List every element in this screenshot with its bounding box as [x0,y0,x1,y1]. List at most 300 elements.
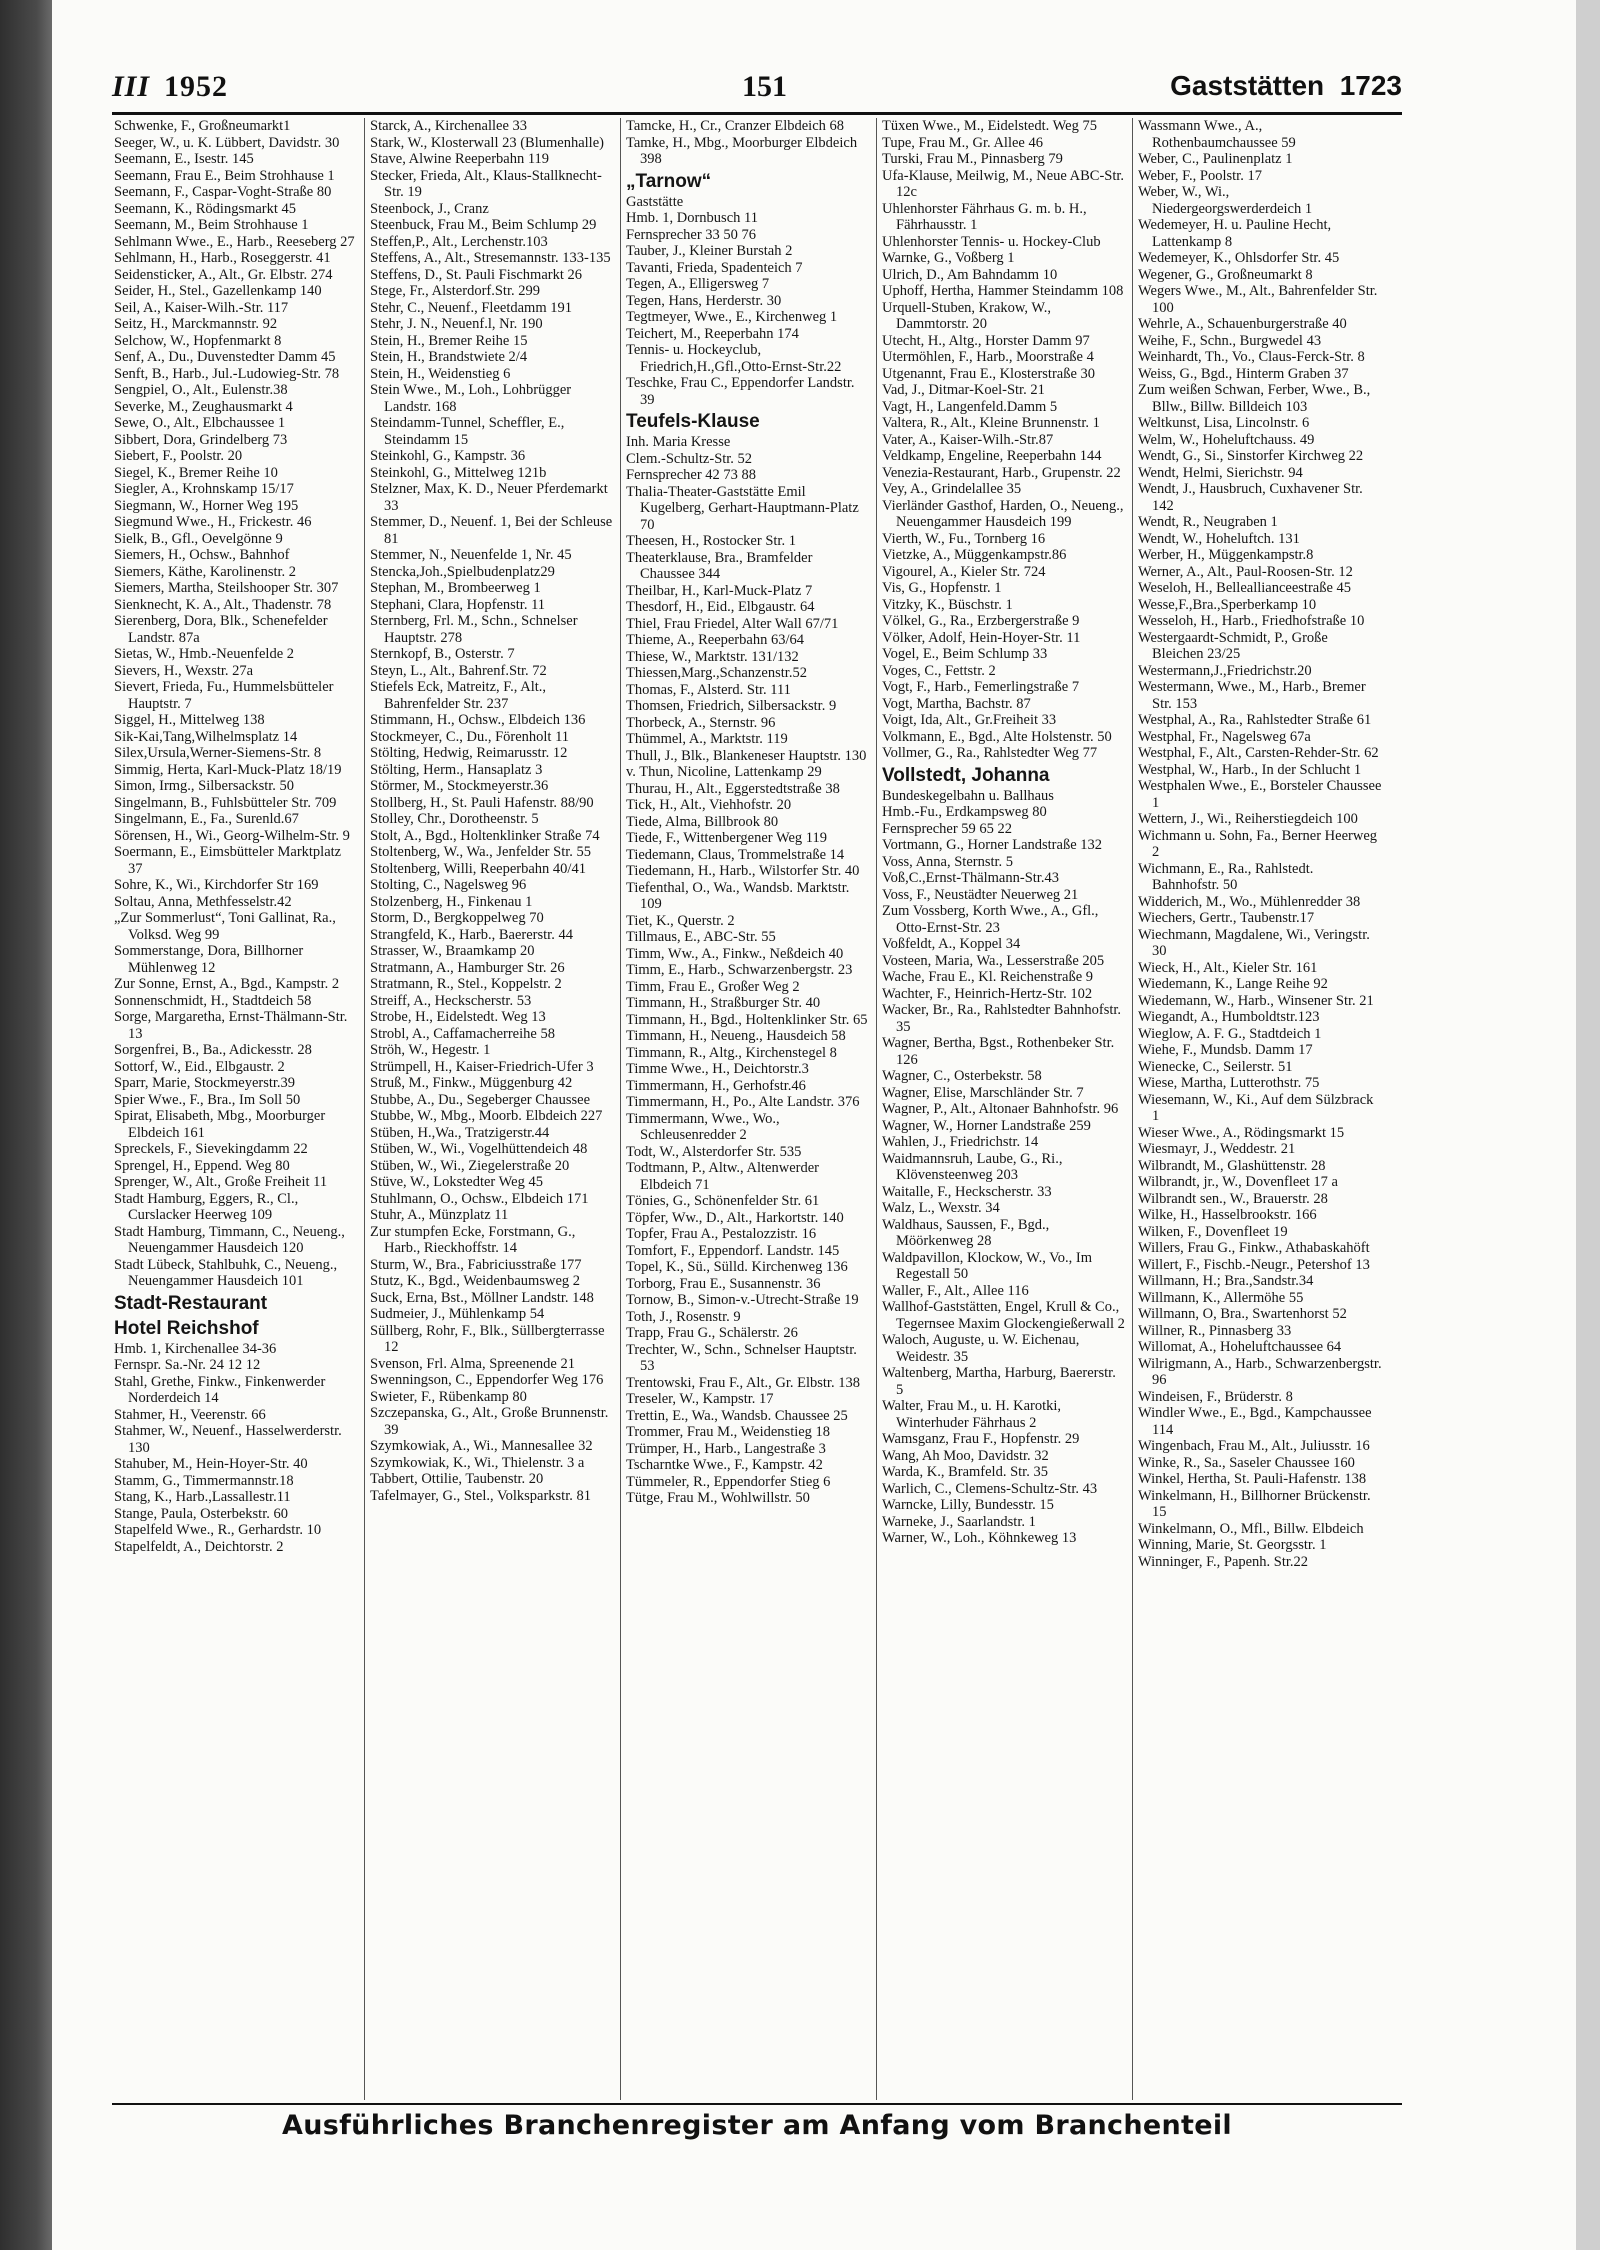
column-divider [876,118,877,2100]
listing-entry: Tönies, G., Schönenfelder Str. 61 [626,1193,820,1209]
listing-entry: Willomat, A., Hoheluftchaussee 64 [1138,1339,1342,1355]
listing-entry: Sorge, Margaretha, Ernst-Thälmann-Str. 13 [114,1009,348,1042]
listing-entry: Seil, A., Kaiser-Wilh.-Str. 117 [114,299,289,316]
listing-entry: Voigt, Ida, Alt., Gr.Freiheit 33 [882,712,1057,728]
listing-entry: Spirat, Elisabeth, Mbg., Moorburger Elbdeich 161 [114,1108,326,1141]
listing-entry: Stubbe, A., Du., Segeberger Chaussee [370,1091,591,1108]
listing-entry: Wallhof-Gaststätten, Engel, Krull & Co., Tegernsee Maxim Glockengießerwall 2 [882,1299,1125,1332]
listing-entry: Zum weißen Schwan, Ferber, Wwe., B., Bllw., Billw. Billdeich 103 [1138,382,1371,415]
listing-entry: Hmb.-Fu., Erdkampsweg 80 [882,804,1047,820]
header-section [1170,70,1402,102]
listing-entry: Wilbrandt, M., Glashüttenstr. 28 [1138,1157,1326,1174]
listing-entry: Spier Wwe., F., Bra., Im Soll 50 [114,1091,301,1108]
page-number: 151 [742,70,787,103]
listing-entry: Vogel, E., Beim Schlump 33 [882,646,1048,662]
listing-entry: Störmer, M., Stockmeyerstr.36 [370,778,549,794]
listing-entry: Veldkamp, Engeline, Reeperbahn 144 [882,448,1102,464]
listing-entry: Theilbar, H., Karl-Muck-Platz 7 [626,582,813,599]
listing-entry: Uhlenhorster Fährhaus G. m. b. H., Fährhausstr. 1 [882,200,1087,233]
footer-rule [112,2103,1402,2105]
listing-entry: Sturm, W., Bra., Fabriciusstraße 177 [370,1256,582,1273]
listing-entry: Tscharntke Wwe., F., Kampstr. 42 [626,1457,823,1473]
listing-entry: Stecker, Frieda, Alt., Klaus-Stallknecht-Str. 19 [370,167,602,200]
listing-entry: Wieglow, A. F. G., Stadtdeich 1 [1138,1025,1322,1042]
listing-entry: Trettin, E., Wa., Wandsb. Chaussee 25 [626,1407,848,1424]
listing-entry: Stuhlmann, O., Ochsw., Elbdeich 171 [370,1190,589,1207]
listing-entry: Timmermann, H., Po., Alte Landstr. 376 [626,1094,860,1110]
listing-entry: Strasser, W., Braamkamp 20 [370,943,535,959]
listing-column-4 [882,118,1126,2098]
listing-entry: Wegers Wwe., M., Alt., Bahrenfelder Str. 100 [1138,283,1378,316]
listing-entry: Wassmann Wwe., A., Rothenbaumchaussee 59 [1138,118,1296,151]
listing-entry: Westphal, Fr., Nagelsweg 67a [1138,728,1311,745]
listing-entry: Wendt, G., Si., Sinstorfer Kirchweg 22 [1138,448,1364,464]
listing-entry: Wiesemann, W., Ki., Auf dem Sülzbrack 1 [1138,1091,1374,1124]
listing-entry: Fernsprecher 33 50 76 [626,226,757,243]
listing-entry: Thiessen,Marg.,Schanzenstr.52 [626,665,807,681]
listing-entry: Stein, H., Weidenstieg 6 [370,365,511,382]
listing-entry: Severke, M., Zeughausmarkt 4 [114,398,293,415]
listing-entry: Zur stumpfen Ecke, Forstmann, G., Harb., Rieckhoffstr. 14 [370,1223,576,1256]
listing-entry: Stange, Paula, Osterbekstr. 60 [114,1505,288,1522]
listing-entry: Uhlenhorster Tennis- u. Hockey-Club [882,233,1101,250]
listing-entry: Willmann, H.; Bra.,Sandstr.34 [1138,1273,1314,1289]
listing-entry: Svenson, Frl. Alma, Spreenende 21 [370,1355,575,1372]
listing-entry: Selchow, W., Hopfenmarkt 8 [114,332,282,349]
listing-entry: Spreckels, F., Sievekingdamm 22 [114,1141,308,1157]
listing-entry: Venezia-Restaurant, Harb., Grupenstr. 22 [882,464,1121,481]
listing-entry: Sonnenschmidt, H., Stadtdeich 58 [114,992,312,1009]
section-title: Gaststätten [1170,70,1325,101]
listing-entry: Westphalen Wwe., E., Borsteler Chaussee 1 [1138,778,1382,811]
listing-entry: Zur Sonne, Ernst, A., Bgd., Kampstr. 2 [114,976,340,992]
listing-entry: Todt, W., Alsterdorfer Str. 535 [626,1143,802,1160]
listing-entry: Stahl, Grethe, Finkw., Finkenwerder Norderdeich 14 [114,1373,326,1406]
listing-entry: Warlich, C., Clemens-Schultz-Str. 43 [882,1480,1098,1497]
listing-entry: Strobl, A., Caffamacherreihe 58 [370,1025,555,1042]
listing-entry: Ströh, W., Hegestr. 1 [370,1042,491,1058]
listing-entry: Siegler, A., Krohnskamp 15/17 [114,481,294,497]
listing-entry: Stahuber, M., Hein-Hoyer-Str. 40 [114,1456,308,1472]
listing-entry: Trentowski, Frau F., Alt., Gr. Elbstr. 138 [626,1374,860,1391]
listing-entry: Stüben, W., Wi., Ziegelerstraße 20 [370,1157,570,1174]
scan-binding-shadow [0,0,52,2250]
listing-entry: Stoltenberg, W., Wa., Jenfelder Str. 55 [370,844,592,860]
listing-entry: Wache, Frau E., Kl. Reichenstraße 9 [882,969,1094,985]
listing-entry: Tiefenthal, O., Wa., Wandsb. Marktstr. 109 [626,879,850,912]
listing-entry: Walter, Frau M., u. H. Karotki, Winterhuder Fährhaus 2 [882,1398,1062,1431]
listing-entry: Starck, A., Kirchenallee 33 [370,118,528,134]
listing-entry: Sternkopf, B., Osterstr. 7 [370,646,515,662]
listing-entry: Willmann, O, Bra., Swartenhorst 52 [1138,1306,1347,1322]
listing-entry: Waldpavillon, Klockow, W., Vo., Im Regestall 50 [882,1249,1093,1282]
listing-entry: Weber, C., Paulinenplatz 1 [1138,151,1293,167]
listing-entry: Voss, F., Neustädter Neuerweg 21 [882,886,1079,903]
listing-entry: Stahmer, W., Neuenf., Hasselwerderstr. 130 [114,1423,342,1456]
listing-entry: Stencka,Joh.,Spielbudenplatz29 [370,563,555,580]
listing-entry: Strobe, H., Eidelstedt. Weg 13 [370,1009,546,1025]
listing-entry: Willert, F., Fischb.-Neugr., Petershof 13 [1138,1256,1370,1273]
listing-entry: Stüben, W., Wi., Vogelhüttendeich 48 [370,1141,588,1157]
listing-entry: Fernsprecher 59 65 22 [882,820,1013,837]
listing-entry: Steenbock, J., Cranz [370,200,489,217]
listing-entry: Stolt, A., Bgd., Holtenklinker Straße 74 [370,827,600,844]
listing-entry: Theesen, H., Rostocker Str. 1 [626,533,796,549]
listing-entry: Utermöhlen, F., Harb., Moorstraße 4 [882,349,1094,365]
listing-entry: Steenbuck, Frau M., Beim Schlump 29 [370,217,597,233]
listing-entry: Wiese, Martha, Lutterothstr. 75 [1138,1075,1320,1091]
listing-entry: Sparr, Marie, Stockmeyerstr.39 [114,1075,296,1091]
footer-note: Ausführliches Branchenregister am Anfang vom Branchenteil [282,2110,1232,2141]
listing-entry: Wichmann u. Sohn, Fa., Berner Heerweg 2 [1138,827,1378,860]
listing-entry: Thorbeck, A., Sternstr. 96 [626,714,776,731]
listing-entry: Sibbert, Dora, Grindelberg 73 [114,431,288,448]
listing-entry: Stege, Fr., Alsterdorf.Str. 299 [370,283,540,299]
listing-entry: Seeger, W., u. K. Lübbert, Davidstr. 30 [114,134,340,151]
listing-entry: Wienecke, C., Seilerstr. 51 [1138,1058,1293,1075]
listing-entry: Stoltenberg, Willi, Reeperbahn 40/41 [370,860,586,877]
listing-entry: Waller, F., Alt., Allee 116 [882,1282,1029,1299]
listing-entry: Thomas, F., Alsterd. Str. 111 [626,681,791,698]
listing-entry: Wilke, H., Hasselbrookstr. 166 [1138,1207,1317,1223]
listing-entry: Sternberg, Frl. M., Schn., Schnelser Hauptstr. 278 [370,613,578,646]
listing-entry: Wamsganz, Frau F., Hopfenstr. 29 [882,1431,1080,1447]
listing-entry: Sehlmann Wwe., E., Harb., Reeseberg 27 [114,233,355,250]
listing-entry: Stollberg, H., St. Pauli Hafenstr. 88/90 [370,794,594,811]
listing-entry: Wendt, W., Hoheluftch. 131 [1138,530,1300,547]
listing-entry: Teschke, Frau C., Eppendorfer Landstr. 39 [626,375,855,408]
listing-entry: Voß,C.,Ernst-Thälmann-Str.43 [882,870,1059,886]
listing-entry: Wagner, W., Horner Landstraße 259 [882,1117,1091,1134]
listing-entry: Theaterklause, Bra., Bramfelder Chaussee 344 [626,549,813,582]
listing-entry: Torborg, Frau E., Susannenstr. 36 [626,1275,821,1292]
listing-entry: Weber, F., Poolstr. 17 [1138,167,1262,184]
listing-entry: Weber, W., Wi., Niedergeorgswerderdeich 1 [1138,184,1313,217]
listing-entry: Wiesmayr, J., Weddestr. 21 [1138,1141,1296,1157]
header-edition [112,70,228,104]
listing-entry: Timmermann, H., Gerhofstr.46 [626,1077,806,1094]
listing-entry: Hmb. 1, Dornbusch 11 [626,210,758,226]
listing-entry: Wieck, H., Alt., Kieler Str. 161 [1138,959,1318,976]
listing-entry: Wettern, J., Wi., Reiherstiegdeich 100 [1138,811,1358,827]
listing-entry: Sievers, H., Wexstr. 27a [114,662,254,679]
listing-entry: Vogt, F., Harb., Femerlingstraße 7 [882,679,1080,695]
listing-entry: Wagner, Bertha, Bgst., Rothenbeker Str. 126 [882,1035,1115,1068]
listing-entry: Trechter, W., Schn., Schnelser Hauptstr. 53 [626,1341,857,1374]
listing-entry: Willmann, K., Allermöhe 55 [1138,1289,1304,1306]
listing-entry: Thalia-Theater-Gaststätte Emil Kugelberg, Gerhart-Hauptmann-Platz 70 [626,483,859,533]
listing-entry: Wagner, P., Alt., Altonaer Bahnhofstr. 96 [882,1101,1119,1117]
listing-entry: Tegtmeyer, Wwe., E., Kirchenweg 1 [626,309,838,325]
listing-entry: Warda, K., Bramfeld. Str. 35 [882,1464,1048,1480]
listing-entry: Swieter, F., Rübenkamp 80 [370,1388,527,1405]
listing-entry: Vey, A., Grindelallee 35 [882,481,1022,497]
listing-entry: Tennis- u. Hockeyclub, Friedrich,H.,Gfl.,Otto-Ernst-Str.22 [626,342,842,375]
listing-entry: Valtera, R., Alt., Kleine Brunnenstr. 1 [882,415,1100,431]
listing-entry: Sommerstange, Dora, Billhorner Mühlenweg 12 [114,943,304,976]
listing-entry: Wagner, C., Osterbekstr. 58 [882,1068,1042,1084]
listing-entry: Stutz, K., Bgd., Weidenbaumsweg 2 [370,1273,581,1289]
page-header [112,66,1402,106]
listing-entry: Stuhr, A., Münzplatz 11 [370,1207,509,1223]
listing-entry: Szymkowiak, A., Wi., Mannesallee 32 [370,1438,593,1454]
listing-entry: Vietzke, A., Müggenkampstr.86 [882,547,1067,563]
listing-entry: Sewe, O., Alt., Elbchaussee 1 [114,415,286,431]
listing-entry: Clem.-Schultz-Str. 52 [626,450,753,467]
listing-entry: Wegener, G., Großneumarkt 8 [1138,266,1313,283]
listing-entry: Vitzky, K., Büschstr. 1 [882,596,1013,613]
listing-entry: Stapelfeldt, A., Deichtorstr. 2 [114,1538,284,1555]
listing-entry: Stein, H., Bremer Reihe 15 [370,332,528,349]
listing-entry: Steinkohl, G., Mittelweg 121b [370,464,547,481]
listing-entry: Wiechmann, Magdalene, Wi., Veringstr. 30 [1138,926,1370,959]
listing-column-5 [1138,118,1382,2098]
listing-entry: Seemann, Frau E., Beim Strohhause 1 [114,167,335,184]
listing-entry: Wendt, R., Neugraben 1 [1138,514,1278,530]
listing-entry: Stein, H., Brandstwiete 2/4 [370,349,528,365]
listing-entry: Westphal, F., Alt., Carsten-Rehder-Str. 62 [1138,745,1379,761]
listing-entry: Stemmer, N., Neuenfelde 1, Nr. 45 [370,547,572,563]
listing-entry: Vater, A., Kaiser-Wilh.-Str.87 [882,431,1054,448]
listing-entry: Winkel, Hertha, St. Pauli-Hafenstr. 138 [1138,1471,1367,1487]
listing-entry: Werber, H., Müggenkampstr.8 [1138,547,1314,563]
listing-entry: Tegen, A., Elligersweg 7 [626,276,770,292]
listing-entry: Hmb. 1, Kirchenallee 34-36 [114,1340,277,1357]
listing-entry: Vis, G., Hopfenstr. 1 [882,580,1002,596]
listing-entry: Steffens, A., Alt., Stresemannstr. 133-135 [370,250,611,266]
listing-entry: Widderich, M., Wo., Mühlenredder 38 [1138,893,1361,910]
header-volume: III [112,70,151,103]
listing-entry: Tiede, Alma, Billbrook 80 [626,813,779,830]
listing-entry: Welm, W., Hoheluftchauss. 49 [1138,431,1315,448]
listing-entry: Wagner, Elise, Marschländer Str. 7 [882,1084,1084,1101]
listing-entry: Sottorf, W., Eid., Elbgaustr. 2 [114,1058,285,1075]
listing-entry: Seemann, F., Caspar-Voght-Straße 80 [114,184,332,200]
listing-entry: Tamke, H., Mbg., Moorburger Elbdeich 398 [626,134,858,167]
listing-entry: Timmann, H., Bgd., Holtenklinker Str. 65 [626,1011,868,1028]
scan-margin [1576,0,1600,2250]
listing-entry: Trümper, H., Harb., Langestraße 3 [626,1440,826,1457]
listing-entry: Wichmann, E., Ra., Rahlstedt. Bahnhofstr. 50 [1138,860,1314,893]
listing-entry: Wehrle, A., Schauenburgerstraße 40 [1138,316,1347,332]
listing-entry: Toth, J., Rosenstr. 9 [626,1308,741,1325]
listing-entry: Weiss, G., Bgd., Hinterm Graben 37 [1138,365,1349,382]
listing-entry: Wang, Ah Moo, Davidstr. 32 [882,1447,1049,1464]
listing-entry: Voges, C., Fettstr. 2 [882,662,996,679]
listing-entry: Siegmund Wwe., H., Frickestr. 46 [114,514,312,530]
listing-entry: Wilbrandt, jr., W., Dovenfleet 17 a [1138,1174,1338,1190]
listing-entry: Willner, R., Pinnasberg 33 [1138,1322,1292,1339]
listing-entry: Senf, A., Du., Duvenstedter Damm 45 [114,349,336,365]
listing-entry: Sprenger, W., Alt., Große Freiheit 11 [114,1174,328,1190]
listing-entry: Winkelmann, O., Mfl., Billw. Elbdeich [1138,1520,1364,1537]
listing-entry: Volkmann, E., Bgd., Alte Holstenstr. 50 [882,728,1112,745]
listing-entry: Wingenbach, Frau M., Alt., Juliusstr. 16 [1138,1438,1370,1454]
listing-entry: Topfer, Frau A., Pestalozzistr. 16 [626,1226,817,1242]
listing-entry: Sievert, Frieda, Fu., Hummelsbütteler Hauptstr. 7 [114,679,334,712]
listing-entry: Topel, K., Sü., Sülld. Kirchenweg 136 [626,1259,848,1275]
listing-column-3 [626,118,870,2098]
listing-entry: Sohre, K., Wi., Kirchdorfer Str 169 [114,877,319,893]
listing-entry: Westphal, W., Harb., In der Schlucht 1 [1138,761,1362,778]
section-number: 1723 [1339,70,1402,101]
listing-entry: Stang, K., Harb.,Lassallestr.11 [114,1489,291,1505]
listing-entry: Stapelfeld Wwe., R., Gerhardstr. 10 [114,1522,322,1538]
listing-entry: Zum Vossberg, Korth Wwe., A., Gfl., Otto-Ernst-Str. 23 [882,903,1099,936]
listing-entry: Thull, J., Blk., Blankeneser Hauptstr. 130 [626,747,867,764]
listing-entry: Waldhaus, Saussen, F., Bgd., Möörkenweg 28 [882,1216,1050,1249]
listing-entry: Steinkohl, G., Kampstr. 36 [370,448,526,464]
listing-entry: Utecht, H., Altg., Horster Damm 97 [882,332,1090,349]
column-divider [364,118,365,2100]
listing-entry: Steyn, L., Alt., Bahrenf.Str. 72 [370,662,547,679]
listing-entry: Inh. Maria Kresse [626,434,731,450]
listing-entry: Thümmel, A., Marktstr. 119 [626,731,788,747]
listing-entry: Sörensen, H., Wi., Georg-Wilhelm-Str. 9 [114,827,350,844]
listing-entry: Warnke, G., Voßberg 1 [882,250,1015,266]
directory-page [52,0,1576,2250]
listing-entry: Vogt, Martha, Bachstr. 87 [882,695,1031,712]
listing-entry: Wiedemann, K., Lange Reihe 92 [1138,976,1328,992]
listing-entry: Singelmann, B., Fuhlsbütteler Str. 709 [114,794,337,811]
listing-entry: Sorgenfrei, B., Ba., Adickesstr. 28 [114,1042,312,1058]
listing-entry: Gaststätte [626,193,684,210]
listing-entry: Todtmann, P., Altw., Altenwerder Elbdeich 71 [626,1160,819,1193]
listing-entry: Vierth, W., Fu., Tornberg 16 [882,530,1046,547]
listing-entry: Stolley, Chr., Dorotheenstr. 5 [370,811,539,827]
listing-entry: Vagt, H., Langenfeld.Damm 5 [882,398,1058,415]
listing-entry: Struß, M., Finkw., Müggenburg 42 [370,1075,573,1091]
listing-entry: Szczepanska, G., Alt., Große Brunnenstr. 39 [370,1405,609,1438]
listing-entry: Weinhardt, Th., Vo., Claus-Ferck-Str. 8 [1138,349,1365,365]
listing-entry: Wedemeyer, K., Ohlsdorfer Str. 45 [1138,250,1340,266]
listing-entry: Sielk, B., Gfl., Oevelgönne 9 [114,530,283,547]
listing-entry: Winke, R., Sa., Saseler Chaussee 160 [1138,1454,1355,1471]
listing-entry: Seitz, H., Marckmannstr. 92 [114,316,278,332]
listing-entry: Siebert, F., Poolstr. 20 [114,448,243,464]
listing-entry: Ufa-Klause, Meilwig, M., Neue ABC-Str. 12c [882,167,1125,200]
listing-entry: Süllberg, Rohr, F., Blk., Süllbergterrasse 12 [370,1322,605,1355]
listing-entry: Tiedemann, H., Harb., Wilstorfer Str. 40 [626,863,860,879]
listing-entry: Stephan, M., Brombeerweg 1 [370,580,541,596]
listing-entry: Timmermann, Wwe., Wo., Schleusenredder 2 [626,1110,780,1143]
listing-entry: Stimmann, H., Ochsw., Elbdeich 136 [370,712,586,728]
listing-entry: Wendt, Helmi, Sierichstr. 94 [1138,464,1303,481]
listing-entry: Thesdorf, H., Eid., Elbgaustr. 64 [626,599,815,615]
listing-entry: Tüxen Wwe., M., Eidelstedt. Weg 75 [882,118,1097,134]
listing-entry: Wiehe, F., Mundsb. Damm 17 [1138,1042,1313,1058]
listing-entry: Stiefels Eck, Matreitz, F., Alt., Bahrenfelder Str. 237 [370,679,547,712]
listing-entry: Waidmannsruh, Laube, G., Ri., Klövensteenweg 203 [882,1150,1063,1183]
listing-entry: Thiel, Frau Friedel, Alter Wall 67/71 [626,615,839,632]
listing-entry: Swenningson, C., Eppendorfer Weg 176 [370,1372,604,1388]
listing-entry: Tauber, J., Kleiner Burstah 2 [626,243,793,259]
listing-entry: Bundeskegelbahn u. Ballhaus [882,787,1054,804]
listing-entry: Siegmann, W., Horner Weg 195 [114,497,299,514]
header-year: 1952 [164,70,229,103]
listing-entry: Soermann, E., Eimsbütteler Marktplatz 37 [114,844,342,877]
listing-entry: Wachter, F., Heinrich-Hertz-Str. 102 [882,985,1093,1002]
listing-entry: Sienknecht, K. A., Alt., Thadenstr. 78 [114,596,332,613]
listing-entry: Westermann, Wwe., M., Harb., Bremer Str. 153 [1138,679,1366,712]
listing-entry: Stüben, H.,Wa., Tratzigerstr.44 [370,1124,550,1141]
listing-entry: Stadt Hamburg, Eggers, R., Cl., Curslacker Heerweg 109 [114,1190,299,1223]
listing-entry: Tillmaus, E., ABC-Str. 55 [626,929,776,945]
listing-entry: Schwenke, F., Großneumarkt1 [114,118,291,134]
listing-entry: Seider, H., Stel., Gazellenkamp 140 [114,283,322,299]
listing-entry: Turski, Frau M., Pinnasberg 79 [882,151,1063,167]
listing-entry: Voss, Anna, Sternstr. 5 [882,853,1014,870]
listing-entry: Wilbrandt sen., W., Brauerstr. 28 [1138,1190,1328,1207]
listing-entry: Suck, Erna, Bst., Möllner Landstr. 148 [370,1289,594,1306]
listing-entry: Sengpiel, O., Alt., Eulenstr.38 [114,382,288,398]
listing-entry: Waitalle, F., Heckscherstr. 33 [882,1183,1052,1200]
listing-entry: Wacker, Br., Ra., Rahlstedter Bahnhofstr. 35 [882,1002,1122,1035]
listing-entry: Timm, E., Harb., Schwarzenbergstr. 23 [626,962,853,978]
listing-entry: Voßfeldt, A., Koppel 34 [882,936,1021,952]
listing-entry: Tomfort, F., Eppendorf. Landstr. 145 [626,1242,840,1259]
listing-entry: Wieser Wwe., A., Rödingsmarkt 15 [1138,1124,1345,1141]
listing-entry: Strangfeld, K., Harb., Baererstr. 44 [370,926,573,943]
listing-column-1 [114,118,358,2098]
listing-entry: Ulrich, D., Am Bahndamm 10 [882,266,1058,283]
listing-entry: Tick, H., Alt., Viehhofstr. 20 [626,797,792,813]
listing-entry: Sehlmann, H., Harb., Roseggerstr. 41 [114,250,331,266]
listing-entry: Siemers, Martha, Steilshooper Str. 307 [114,580,339,596]
listing-entry: „Zur Sommerlust“, Toni Gallinat, Ra., Volksd. Weg 99 [114,910,336,943]
listing-entry: Siegel, K., Bremer Reihe 10 [114,464,278,481]
listing-entry: Stemmer, D., Neuenf. 1, Bei der Schleuse 81 [370,514,613,547]
listing-entry: Stölting, Herm., Hansaplatz 3 [370,761,543,778]
listing-entry: Singelmann, E., Fa., Surenld.67 [114,811,299,827]
listing-entry: Stockmeyer, C., Du., Förenholt 11 [370,728,570,745]
listing-entry: Weihe, F., Schn., Burgwedel 43 [1138,332,1322,349]
listing-entry: Szymkowiak, K., Wi., Thielenstr. 3 a [370,1454,585,1471]
listing-entry: Seidensticker, A., Alt., Gr. Elbstr. 274 [114,266,333,283]
listing-entry: Siemers, Käthe, Karolinenstr. 2 [114,563,297,580]
listing-entry: Soltau, Anna, Methfesselstr.42 [114,893,292,910]
column-divider [620,118,621,2100]
listing-entry: Stephani, Clara, Hopfenstr. 11 [370,596,546,613]
listing-entry: Stehr, C., Neuenf., Fleetdamm 191 [370,299,572,316]
listing-entry: Tütge, Frau M., Wohlwillstr. 50 [626,1490,810,1506]
listing-entry: Tegen, Hans, Herderstr. 30 [626,292,782,309]
listing-entry: Winkelmann, H., Billhorner Brückenstr. 15 [1138,1487,1371,1520]
listing-entry: Wiedemann, W., Harb., Winsener Str. 21 [1138,992,1374,1009]
listing-entry: Timmann, H., Straßburger Str. 40 [626,995,821,1011]
listing-entry: Steindamm-Tunnel, Scheffler, E., Steindamm 15 [370,415,565,448]
listing-entry: Timmann, R., Altg., Kirchenstegel 8 [626,1044,837,1061]
listing-entry: Timmann, H., Neueng., Hausdeich 58 [626,1028,846,1044]
listing-entry: Vad, J., Ditmar-Koel-Str. 21 [882,382,1045,398]
listing-entry: Weseloh, H., Belleallianceestraße 45 [1138,580,1352,596]
listing-entry: Stolzenberg, H., Finkenau 1 [370,893,533,910]
listing-entry: Tiede, F., Wittenbergener Weg 119 [626,830,828,846]
listing-heading: Vollstedt, Johanna [882,764,1050,786]
listing-entry: Thiese, W., Marktstr. 131/132 [626,648,799,665]
listing-entry: Walz, L., Wexstr. 34 [882,1200,1000,1216]
listing-entry: Warner, W., Loh., Köhnkeweg 13 [882,1530,1077,1546]
listing-entry: Simon, Irmg., Silbersackstr. 50 [114,778,295,794]
listing-entry: Stein Wwe., M., Loh., Lohbrügger Landstr. 168 [370,382,572,415]
listing-entry: Westermann,J.,Friedrichstr.20 [1138,662,1312,679]
listing-entry: Stadt Lübeck, Stahlbuhk, C., Neueng., Neuengammer Hausdeich 101 [114,1256,338,1289]
listing-entry: Vosteen, Maria, Wa., Lesserstraße 205 [882,952,1105,969]
listing-entry: Stelzner, Max, K. D., Neuer Pferdemarkt 33 [370,481,608,514]
listing-entry: Stave, Alwine Reeperbahn 119 [370,151,550,167]
listing-entry: Wesse,F.,Bra.,Sperberkamp 10 [1138,596,1317,613]
listing-entry: Sik-Kai,Tang,Wilhelmsplatz 14 [114,728,298,745]
